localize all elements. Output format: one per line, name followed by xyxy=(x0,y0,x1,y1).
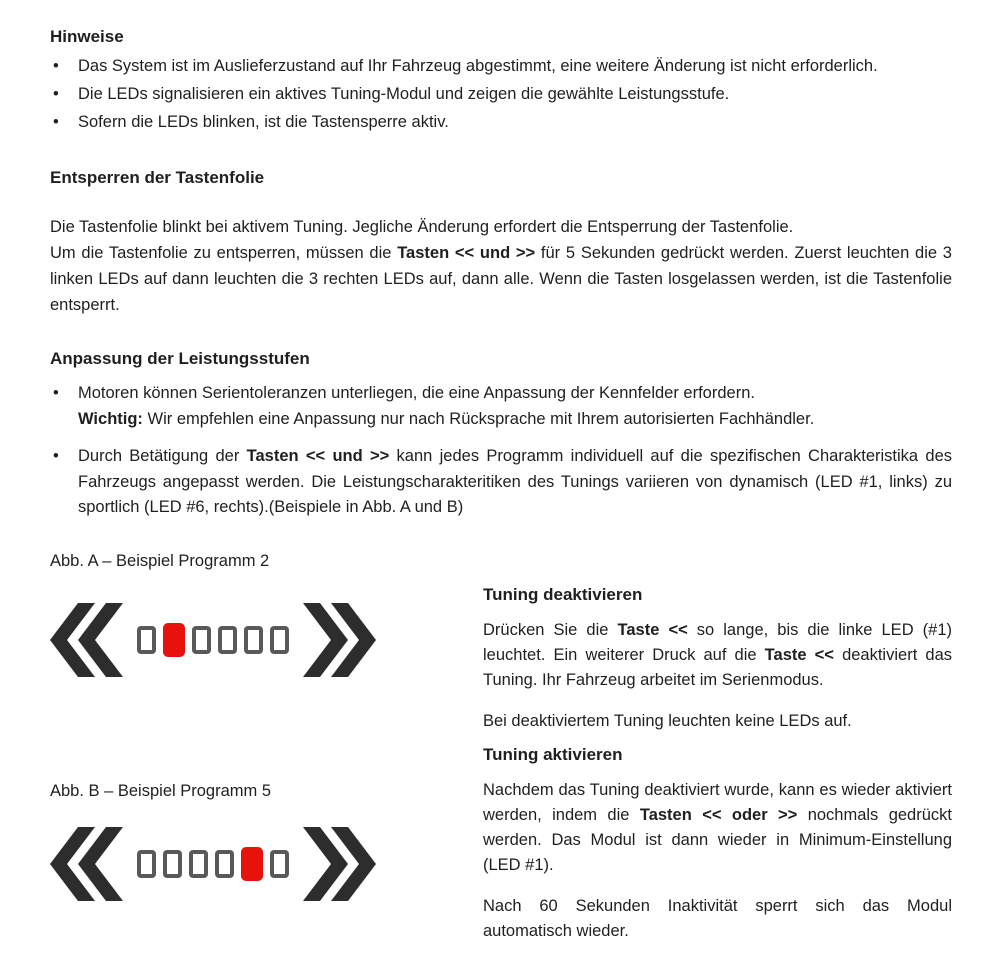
led-indicator-inactive xyxy=(270,626,289,654)
list-item xyxy=(50,110,952,135)
led-indicator-inactive xyxy=(137,850,156,878)
paragraph: Nach 60 Sekunden Inaktivität sperrt sich das Modul automatisch wieder. xyxy=(483,896,952,940)
list-item xyxy=(50,54,952,79)
led-indicator-inactive xyxy=(137,626,156,654)
led-indicator-inactive xyxy=(215,850,234,878)
bullet-text: Wir empfehlen eine Anpassung nur nach Rücksprache mit Ihrem autorisierten Fachhändler. xyxy=(142,409,815,428)
bullet-icon: • xyxy=(53,113,59,131)
instructions-column xyxy=(483,584,952,944)
bullet-text: Die LEDs signalisieren ein aktives Tuning-Modul und zeigen die gewählte Leistungsstufe. xyxy=(78,85,730,103)
bullet-icon: • xyxy=(53,57,59,75)
bullet-text: Motoren können Serientoleranzen unterliegen, die eine Anpassung der Kennfelder erfordern. xyxy=(78,384,755,402)
bullet-icon: • xyxy=(53,85,59,103)
bullet-icon: • xyxy=(53,384,59,402)
led-indicator-inactive xyxy=(270,850,289,878)
paragraph xyxy=(483,618,952,693)
led-indicator-inactive xyxy=(192,626,211,654)
hinweise-bullet-list xyxy=(50,54,952,135)
paragraph-text: Nachdem das Tuning deaktiviert wurde, kann es wieder aktiviert werden, indem die xyxy=(483,780,952,824)
paragraph-text: nochmals gedrückt werden. Das Modul ist dann wieder in Minimum-Einstellung (LED #1). xyxy=(483,805,952,874)
bullet-text: Durch Betätigung der xyxy=(78,447,247,465)
bold-keys-text: Tasten << und >> xyxy=(246,447,390,465)
list-item xyxy=(50,381,952,432)
section-title-entsperren: Entsperren der Tastenfolie xyxy=(50,168,265,187)
double-chevron-right-icon xyxy=(303,603,376,677)
bullet-icon: • xyxy=(53,447,59,465)
anpassung-bullet-list xyxy=(50,381,952,521)
figure-b-label: Abb. B – Beispiel Programm 5 xyxy=(50,781,272,800)
section-title-tuning-aktivieren: Tuning aktivieren xyxy=(483,744,623,764)
figures-column xyxy=(50,551,480,901)
figure-a-led-display xyxy=(50,603,374,677)
section-title-anpassung: Anpassung der Leistungsstufen xyxy=(50,349,310,368)
paragraph-text: für 5 Sekunden gedrückt werden. Zuerst leuchten die 3 linken LEDs auf dann leuchten die 3 rechten LEDs auf, dann alle. Wenn die Tasten losgelassen werden, ist die Tastenfolie entsperrt. xyxy=(50,244,952,314)
double-chevron-right-icon xyxy=(303,827,376,901)
section-title-hinweise: Hinweise xyxy=(50,27,124,46)
bold-keys-text: Taste << xyxy=(617,620,688,639)
bullet-text: Das System ist im Auslieferzustand auf Ihr Fahrzeug abgestimmt, eine weitere Änderung ist nicht erforderlich. xyxy=(78,57,878,75)
list-item xyxy=(50,82,952,107)
paragraph: Bei deaktiviertem Tuning leuchten keine LEDs auf. xyxy=(483,711,852,730)
paragraph-text: Drücken Sie die xyxy=(483,620,618,639)
double-chevron-left-icon xyxy=(50,603,123,677)
led-indicator-inactive xyxy=(189,850,208,878)
bullet-text: kann jedes Programm individuell auf die spezifischen Charakteristika des Fahrzeugs angepasst werden. Die Leistungscharakteritiken des Tunings variieren von dynamisch (LED #1, links) zu sportlich (LED #6, rechts).(Beispiele in Abb. A und B) xyxy=(78,447,952,516)
led-strip xyxy=(137,847,289,881)
paragraph-text: so lange, bis die linke LED (#1) leuchtet. Ein weiterer Druck auf die xyxy=(483,620,953,664)
section-title-tuning-deaktivieren: Tuning deaktivieren xyxy=(483,584,643,604)
figures-and-instructions-region xyxy=(50,551,952,975)
bold-keys-text: Tasten << oder >> xyxy=(639,805,798,824)
led-indicator-inactive xyxy=(218,626,237,654)
led-indicator-inactive xyxy=(244,626,263,654)
led-indicator-inactive xyxy=(163,850,182,878)
paragraph xyxy=(483,778,952,878)
figure-a-label: Abb. A – Beispiel Programm 2 xyxy=(50,551,270,570)
bold-wichtig-label: Wichtig: xyxy=(78,409,143,428)
figure-b-led-display xyxy=(50,827,374,901)
paragraph-text: Um die Tastenfolie zu entsperren, müssen die xyxy=(50,244,398,262)
paragraph: Die Tastenfolie blinkt bei aktivem Tuning. Jegliche Änderung erfordert die Entsperrung der Tastenfolie. xyxy=(50,218,794,236)
paragraph xyxy=(50,240,952,318)
bold-keys-text: Taste << xyxy=(764,645,834,664)
double-chevron-left-icon xyxy=(50,827,123,901)
list-item xyxy=(50,444,952,521)
bold-keys-text: Tasten << und >> xyxy=(397,244,536,262)
bullet-text: Sofern die LEDs blinken, ist die Tastensperre aktiv. xyxy=(78,113,449,131)
led-indicator-active xyxy=(163,623,185,657)
paragraph-text: deaktiviert das Tuning. Ihr Fahrzeug arbeitet im Serienmodus. xyxy=(483,645,952,689)
led-indicator-active xyxy=(241,847,263,881)
led-strip xyxy=(137,623,289,657)
